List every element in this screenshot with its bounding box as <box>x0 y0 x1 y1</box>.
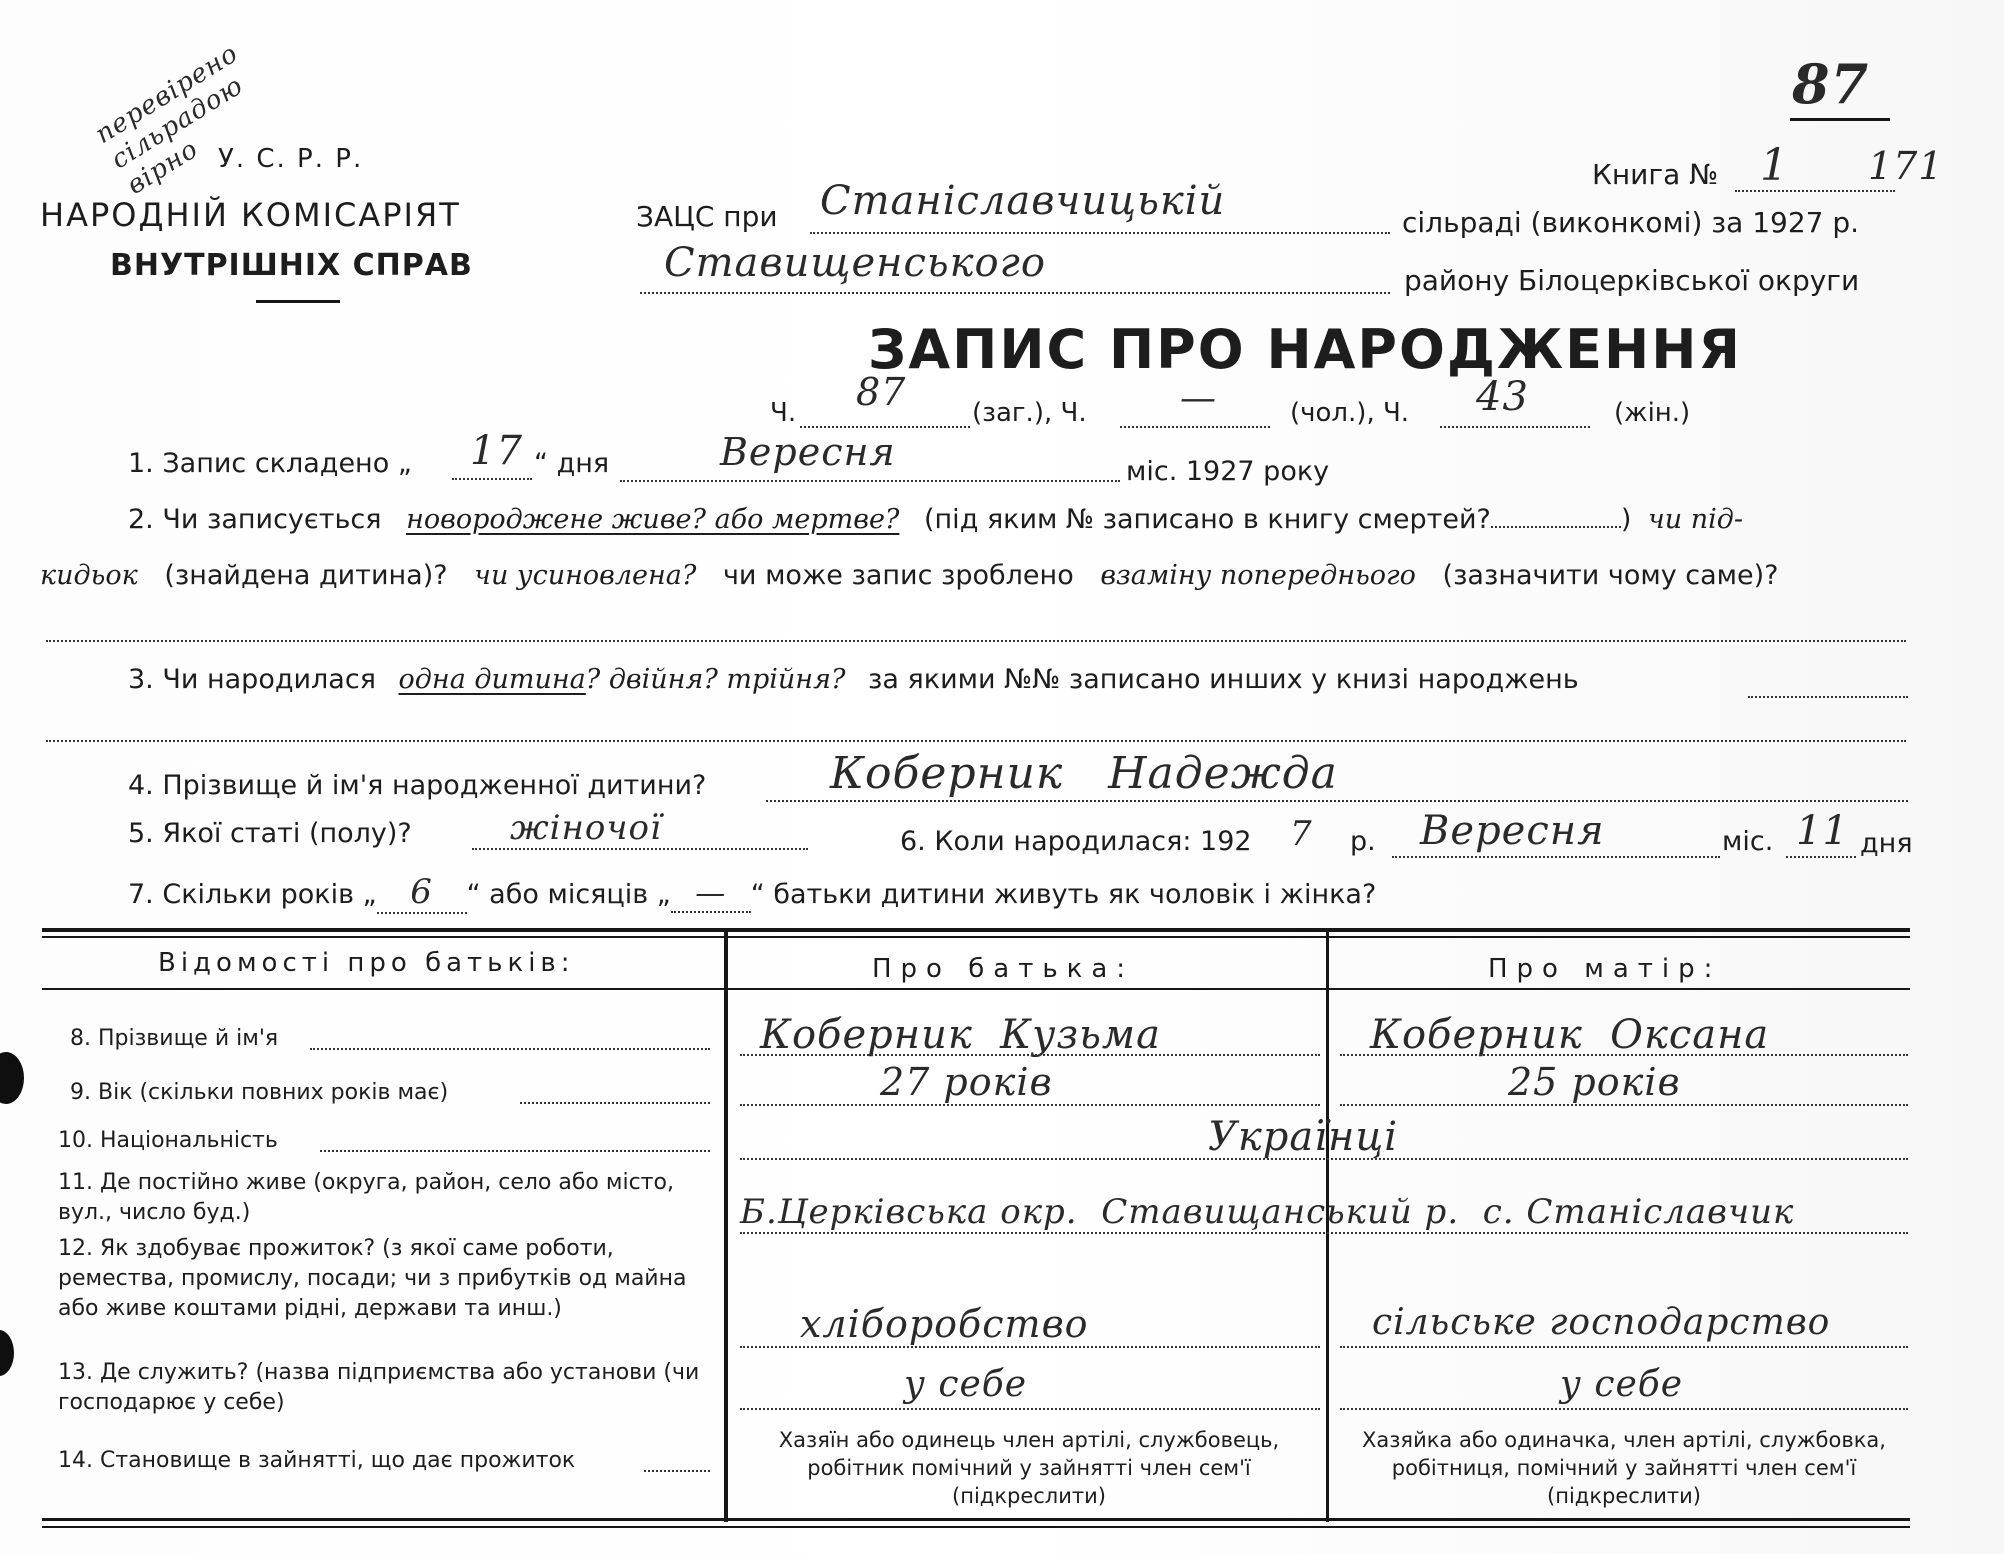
q3-line <box>128 664 1579 695</box>
male-label: (чол.), Ч. <box>1290 398 1410 428</box>
q4-line <box>766 800 1908 802</box>
residence-line <box>740 1232 1908 1234</box>
district-line <box>640 292 1390 294</box>
child-sex: жіночої <box>510 808 662 848</box>
q1-day: 17 <box>470 428 523 474</box>
q2-answer-line <box>46 640 1906 642</box>
mother-age: 25 років <box>1508 1060 1681 1104</box>
table-col-divider-1 <box>724 932 728 1522</box>
q5-label: 5. Якої статі (полу)? <box>128 818 412 849</box>
q3-b: одна дитина <box>398 664 586 695</box>
q2-d: ) <box>1620 504 1632 535</box>
village-council-label: сільраді (виконкомі) за 1927 р. <box>1402 206 1860 239</box>
total-number: 87 <box>856 370 907 414</box>
q1-tail: міс. 1927 року <box>1126 456 1330 487</box>
q2-deaths-dots <box>1491 526 1621 528</box>
row9-label: 9. Вік (скільки повних років має) <box>70 1080 449 1105</box>
q6-label: 6. Коли народилася: 192 <box>900 826 1252 857</box>
q2-k: (зазначити чому саме)? <box>1442 560 1779 591</box>
q5-line <box>472 848 808 850</box>
mother-livelihood: сільське господарство <box>1372 1302 1831 1343</box>
page-number: 87 <box>1792 52 1870 116</box>
q2-h: чи усиновлена? <box>474 560 697 591</box>
row11-label: 11. Де постійно живе (округа, район, село або місто, вул., число буд.) <box>58 1170 674 1225</box>
father-name-line <box>740 1054 1320 1056</box>
q3-dots-end <box>1748 696 1908 698</box>
zags-label: ЗАЦС при <box>636 200 778 233</box>
months-together: — <box>671 876 751 913</box>
q2-line2 <box>40 560 1779 591</box>
row12-label: 12. Як здобуває прожиток? (з якої саме роботи, ремества, промислу, посади; чи з прибутків од майна або живе коштами рідні, держави та инш.) <box>58 1236 687 1321</box>
row13-label: 13. Де служить? (назва підприємства або установи (чи господарює у себе) <box>58 1360 700 1415</box>
table-header-rule <box>42 988 1910 990</box>
q1-label: 1. Запис складено „ <box>128 448 412 479</box>
district-label: району Білоцерківської округи <box>1404 264 1860 297</box>
father-age: 27 років <box>880 1060 1053 1104</box>
birth-month: Вересня <box>1420 808 1605 854</box>
q6-mis: міс. <box>1722 826 1774 857</box>
row8-label-dots <box>310 1048 710 1050</box>
q1-month-line <box>620 480 1120 482</box>
table-bottom-rule <box>42 1518 1910 1521</box>
header-divider <box>256 300 340 303</box>
table-bottom-rule-thin <box>42 1526 1910 1528</box>
punch-hole-bottom <box>0 1330 14 1376</box>
mother-workplace: у себе <box>1560 1364 1684 1405</box>
father-occupation-status: Хазяїн або одинець член артілі, службовець, робітник помічний у зайнятті член сем'ї (підкреслити) <box>778 1428 1280 1508</box>
q2-g: (знайдена дитина)? <box>164 560 448 591</box>
father-workplace: у себе <box>904 1364 1028 1405</box>
mother-workplace-line <box>1340 1408 1908 1410</box>
row8-label: 8. Прізвище й ім'я <box>70 1026 279 1051</box>
book-label: Книга № <box>1592 158 1719 191</box>
q2-b: новороджене живе? або мертве? <box>406 504 900 535</box>
female-number: 43 <box>1476 374 1529 420</box>
q6-r: р. <box>1350 826 1376 857</box>
male-number-line <box>1120 426 1270 428</box>
document-title: ЗАПИС ПРО НАРОДЖЕННЯ <box>868 318 1742 381</box>
q6-month-line <box>1392 856 1720 858</box>
years-together: 6 <box>377 872 467 914</box>
q6-day-line <box>1786 856 1856 858</box>
female-number-line <box>1440 426 1590 428</box>
father-livelihood: хліборобство <box>800 1302 1089 1346</box>
q2-c: (під яким № записано в книгу смертей? <box>924 504 1491 535</box>
father-workplace-line <box>740 1408 1320 1410</box>
nationality-line <box>740 1158 1908 1160</box>
q2-line1 <box>128 504 1743 535</box>
count-label-1: Ч. <box>770 398 797 428</box>
q7-c: “ батьки дитини живуть як чоловік і жінка? <box>750 879 1377 910</box>
male-number: — <box>1180 378 1217 419</box>
residence: Б.Церківська окр. Ставищанський р. с. Станіславчик <box>740 1192 1795 1232</box>
punch-hole-top <box>0 1052 24 1104</box>
q7-line <box>128 872 1376 914</box>
col-header-mother: Про матір: <box>1488 954 1722 984</box>
nationality: Українці <box>1208 1114 1399 1160</box>
total-number-line <box>800 426 970 428</box>
page-number-underline <box>1790 118 1890 121</box>
mother-livelihood-line <box>1340 1346 1908 1348</box>
q3-c: ? двійня? трійня? <box>585 664 846 695</box>
book-extra: 171 <box>1868 144 1944 188</box>
father-livelihood-line <box>740 1346 1320 1348</box>
q6-tail: дня <box>1860 828 1913 859</box>
row14-label-dots <box>644 1470 710 1472</box>
q2-f: кидьок <box>40 560 138 591</box>
row14-label: 14. Становище в зайнятті, що дає прожиток <box>58 1448 576 1473</box>
mother-age-line <box>1340 1104 1908 1106</box>
q3-d: за якими №№ записано инших у книзі народжень <box>868 664 1579 695</box>
book-number-line <box>1735 190 1895 192</box>
q2-i: чи може запис зроблено <box>722 560 1074 591</box>
q3-a: 3. Чи народилася <box>128 664 376 695</box>
total-label: (заг.), Ч. <box>972 398 1087 428</box>
q3-answer-line <box>46 740 1906 742</box>
father-name: Коберник Кузьма <box>760 1012 1161 1058</box>
q2-e: чи під- <box>1647 504 1744 535</box>
father-age-line <box>740 1104 1320 1106</box>
book-number: 1 <box>1760 140 1789 191</box>
table-top-rule-thin <box>42 936 1910 938</box>
zags-village-line <box>810 232 1390 234</box>
mother-occupation-status: Хазяйка або одиначка, член артілі, службовка, робітниця, помічний у зайнятті член сем'ї (підкреслити) <box>1362 1428 1886 1508</box>
row10-label-dots <box>320 1150 710 1152</box>
mother-name-line <box>1340 1054 1908 1056</box>
q2-a: 2. Чи записується <box>128 504 382 535</box>
district-name: Ставищенського <box>664 240 1046 286</box>
birth-day: 11 <box>1796 808 1849 854</box>
child-name: Коберник Надежда <box>830 748 1338 799</box>
zags-village: Станіславчицькій <box>820 178 1226 224</box>
q4-label: 4. Прізвище й ім'я народженної дитини? <box>128 770 707 801</box>
mother-name: Коберник Оксана <box>1370 1012 1770 1058</box>
q7-a: 7. Скільки років „ <box>128 879 377 910</box>
q1-day-line <box>452 478 532 480</box>
col-header-info: Відомості про батьків: <box>158 948 575 978</box>
ussr-label: У. С. Р. Р. <box>218 144 364 174</box>
col-header-father: Про батька: <box>872 954 1135 984</box>
margin-note: перевірено сільрадою вірно <box>90 38 249 201</box>
table-top-rule <box>42 928 1910 932</box>
q1-mid: “ дня <box>534 448 610 479</box>
q2-j: взаміну попереднього <box>1100 560 1416 591</box>
row9-label-dots <box>520 1102 710 1104</box>
department-title: ВНУТРІШНІХ СПРАВ <box>110 248 473 283</box>
female-label: (жін.) <box>1614 398 1691 428</box>
row10-label: 10. Національність <box>58 1128 278 1153</box>
q1-month: Вересня <box>720 430 896 474</box>
commissariat-title: НАРОДНІЙ КОМІСАРІЯТ <box>40 196 461 234</box>
birth-year-digit: 7 <box>1290 814 1313 854</box>
q7-b: “ або місяців „ <box>466 879 671 910</box>
